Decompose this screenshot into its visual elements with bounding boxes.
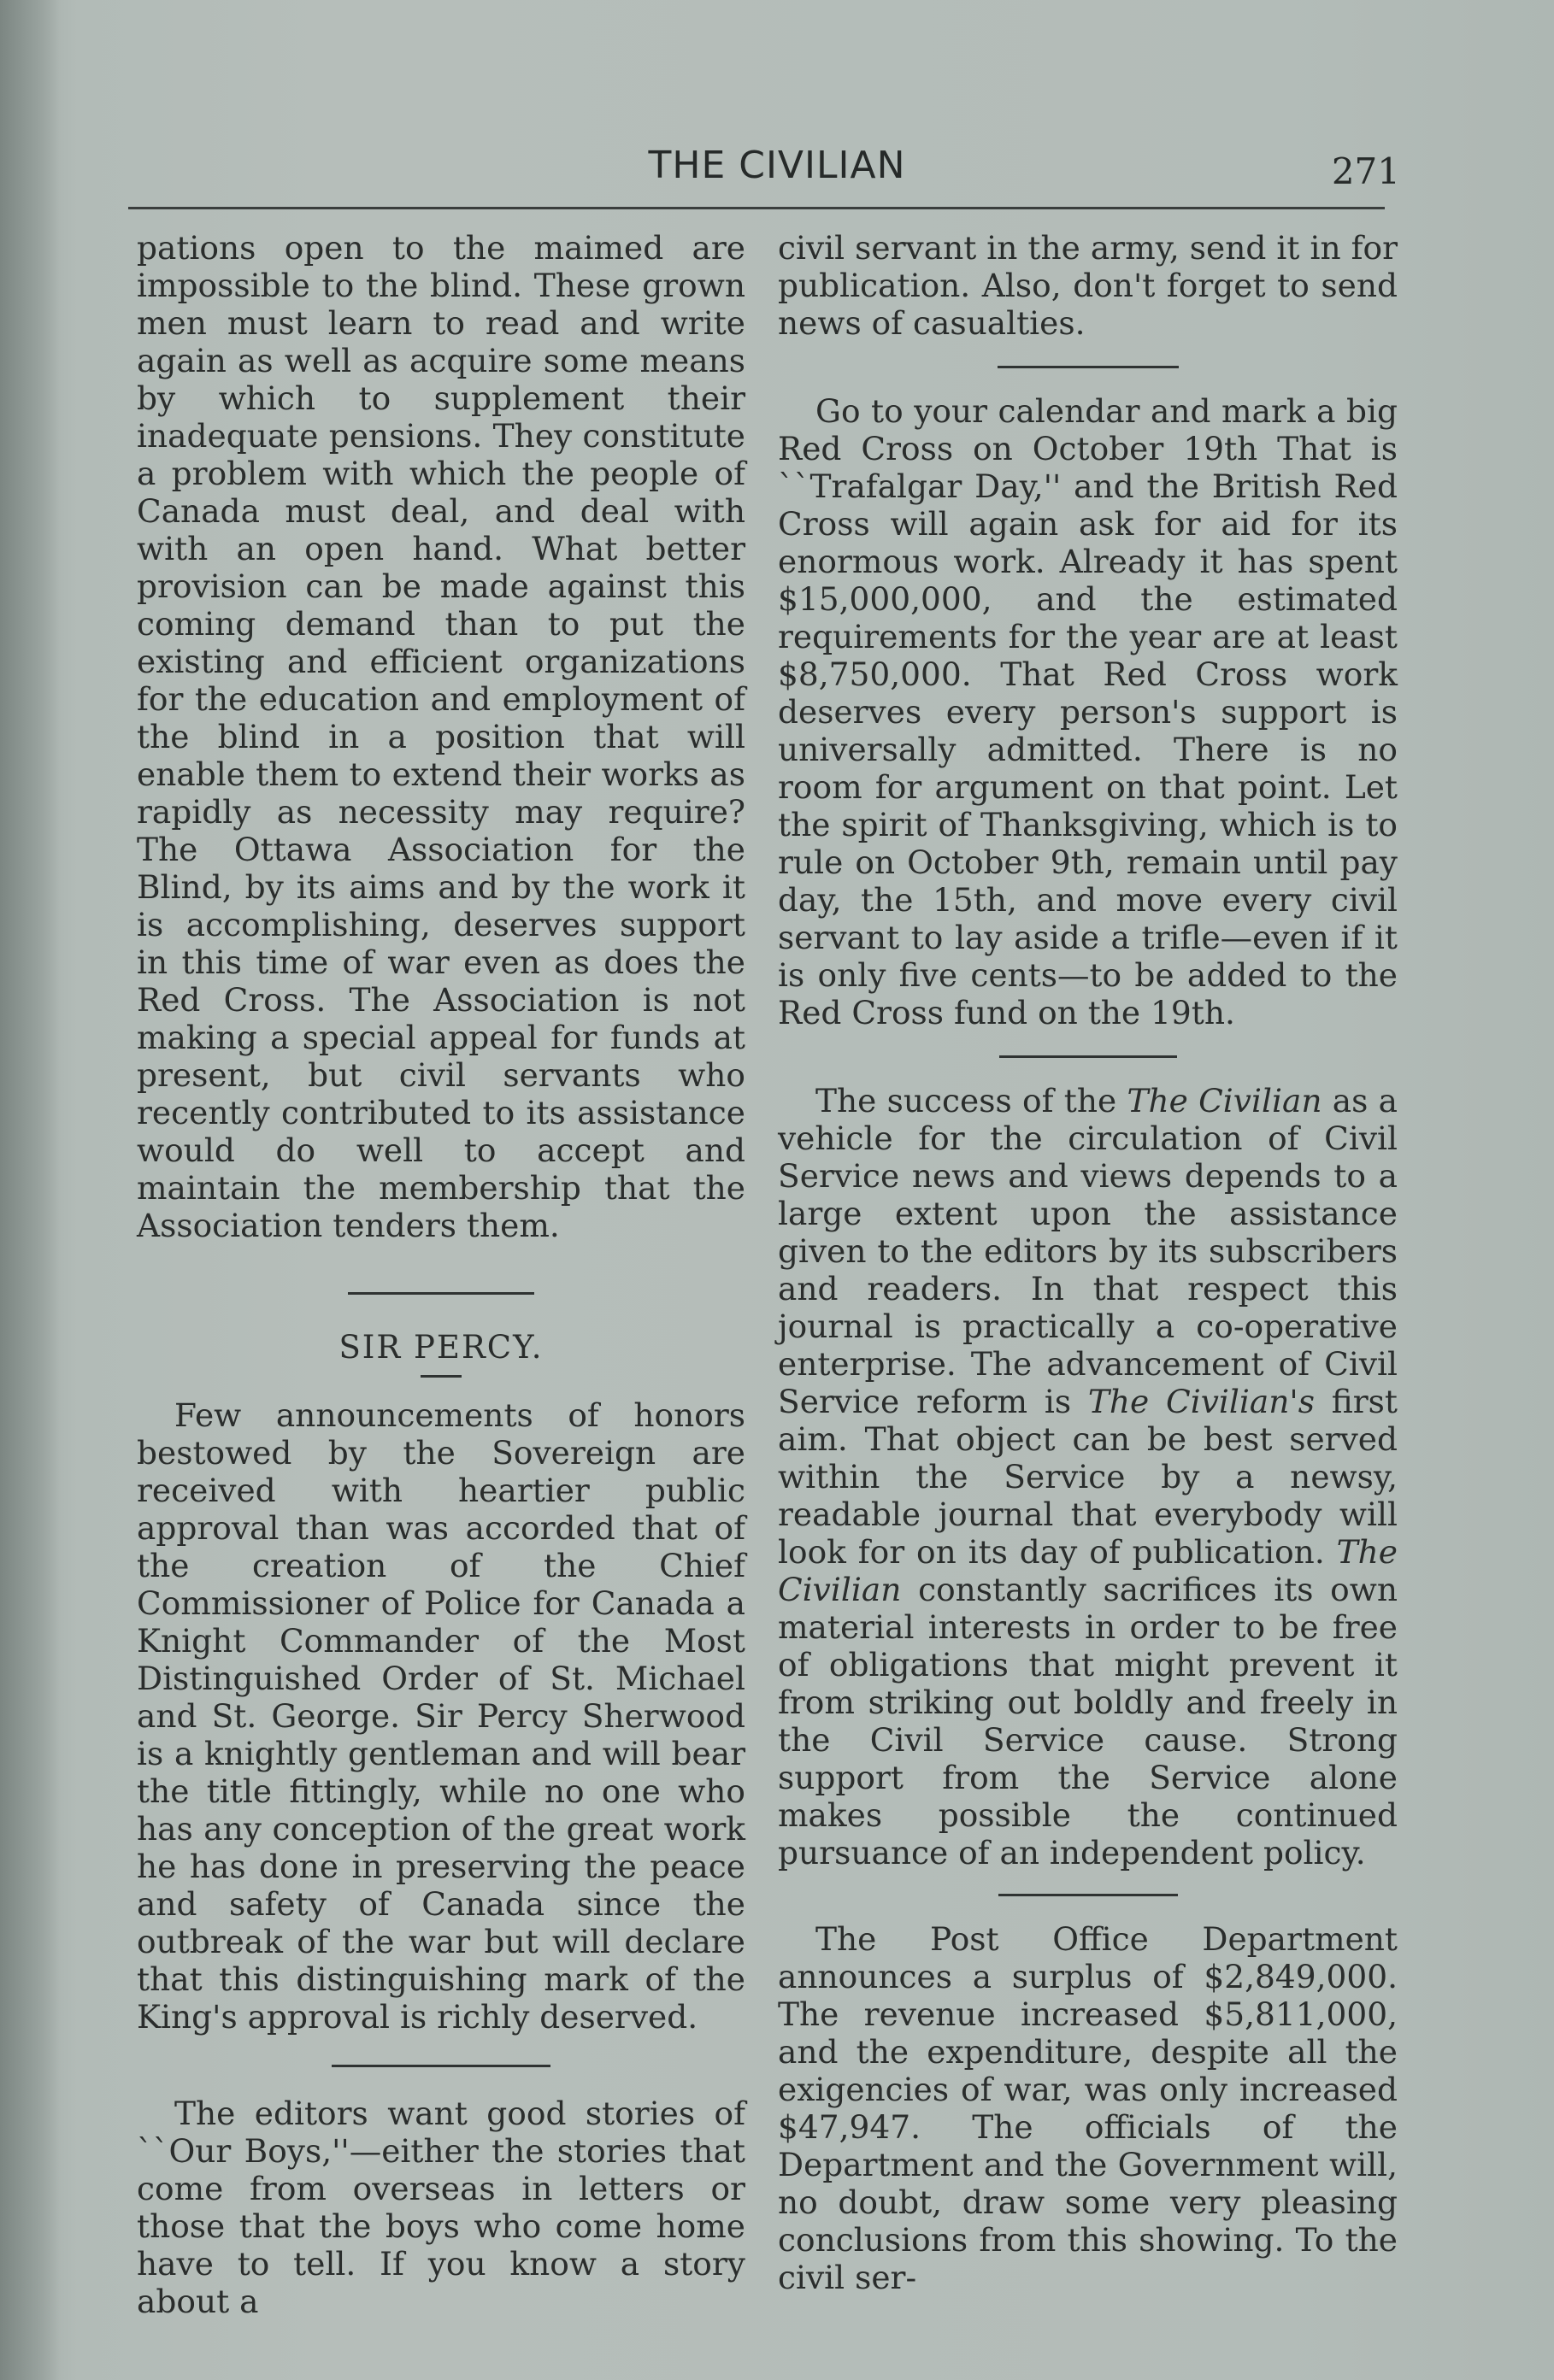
paragraph-our-boys: The editors want good stories of ``Our Boys,''—either the stories that come from overseas in letters or those that the boys who come home have to tell. If you know a story about a [137,2095,745,2320]
paragraph-blind-association: pations open to the maimed are impossible to the blind. These grown men must learn to read and write again as well as acquire some means by which to supplement their inadequate pensions. They constitute a problem with which the people of Canada must deal, and deal with with an open hand. What better provision can be made against this coming demand than to put the existing and efficient organizations for the education and employment of the blind in a position that will enable them to extend their works as rapidly as necessity may require? The Ottawa Association for the Blind, by its aims and by the work it is accomplishing, deserves support in this time of war even as does the Red Cross. The Association is not making a special appeal for funds at present, but civil servants who recently contributed to its assistance would do well to accept and maintain the membership that the Association tenders them. [137,229,745,1244]
paragraph-red-cross: Go to your calendar and mark a big Red Cross on October 19th That is ``Trafalgar Day,'' and the British Red Cross will again ask for aid for its enormous work. Already it has spent $15,000,000, and the estimated requirements for the year are at least $8,750,000. That Red Cross work deserves every person's support is universally admitted. There is no room for argument on that point. Let the spirit of Thanksgiving, which is to rule on October 9th, remain until pay day, the 15th, and move every civil servant to lay aside a trifle—even if it is only five cents—to be added to the Red Cross fund on the 19th. [778,392,1398,1031]
section-heading-sir-percy: SIR PERCY. [338,1329,544,1366]
journal-title-italic: The Civilian's [1087,1383,1315,1420]
journal-title-italic: The Civilian [1127,1082,1322,1119]
journal-title-italic: The Civilian [778,1533,1398,1608]
paragraph-post-office: The Post Office Department announces a surplus of $2,849,000. The revenue increased $5,811,000, and the expenditure, despite all the exigencies of war, was only increased $47,947. The officials of the Department and the Government will, no doubt, draw some very pleasing conclusions from this showing. To the civil ser- [778,1920,1398,2296]
page-number: 271 [1331,150,1400,192]
right-column [778,229,1398,2296]
paragraph-send-news: civil servant in the army, send it in for publication. Also, don't forget to send news of casualties. [778,229,1398,342]
left-column [137,229,745,2320]
paragraph-civilian-success: The success of the The Civilian as a vehicle for the circulation of Civil Service news and views depends to a large extent upon the assistance given to the editors by its subscribers and readers. In that respect this journal is practically a co-operative enterprise. The advancement of Civil Service reform is The Civilian's first aim. That object can be best served within the Service by a newsy, readable journal that everybody will look for on its day of publication. The Civilian constantly sacrifices its own material interests in order to be free of obligations that might prevent it from striking out boldly and freely in the Civil Service cause. Strong support from the Service alone makes possible the continued pursuance of an independent policy. [778,1082,1398,1872]
running-title: THE CIVILIAN [648,144,906,187]
header-rule [128,207,1385,209]
book-binding-shadow [0,0,60,2380]
paragraph-sir-percy: Few announcements of honors bestowed by the Sovereign are received with heartier public approval than was accorded that of the creation of the Chief Commissioner of Police for Canada a Knight Commander of the Most Distinguished Order of St. Michael and St. George. Sir Percy Sherwood is a knightly gentleman and will bear the title fittingly, while no one who has any conception of the great work he has done in preserving the peace and safety of Canada since the outbreak of the war but will declare that this distinguishing mark of the King's approval is richly deserved. [137,1396,745,2036]
